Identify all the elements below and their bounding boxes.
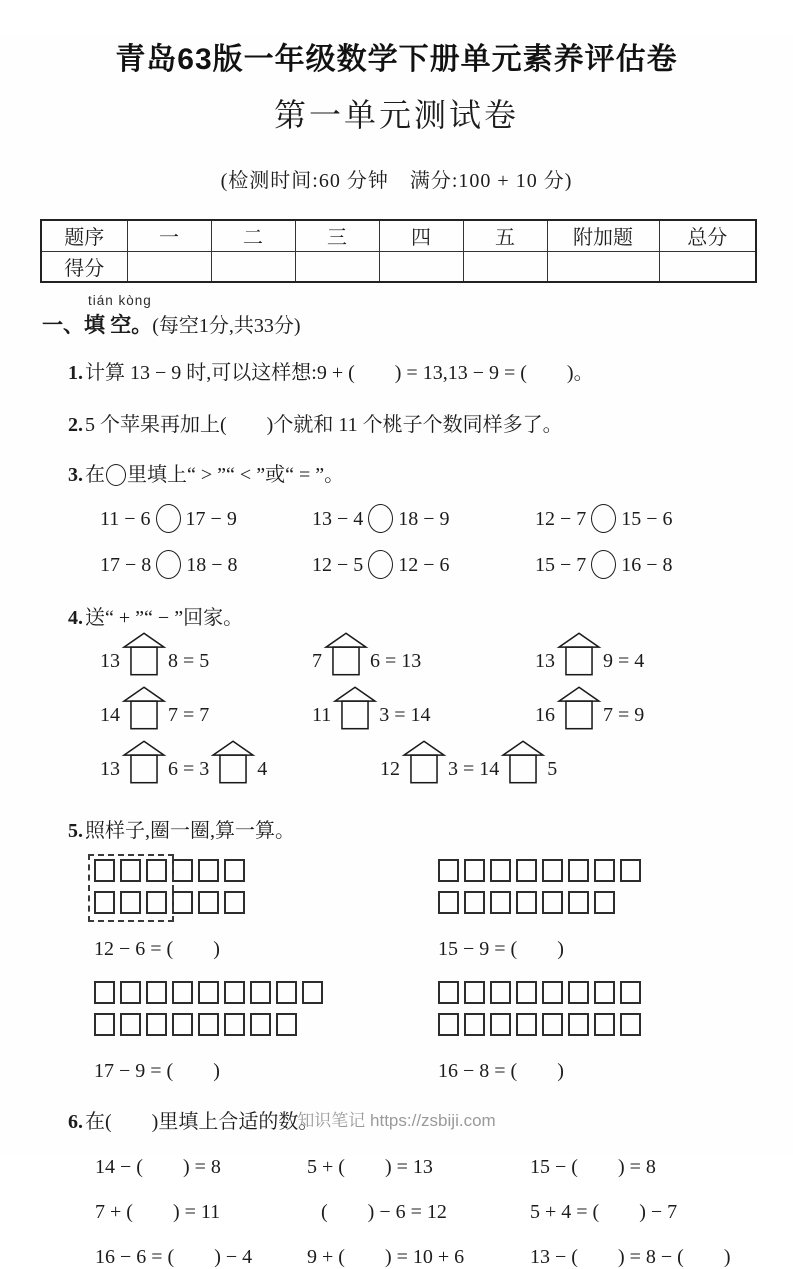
question-3-intro-post: 里填上“ > ”“ < ”或“ = ”。	[127, 464, 345, 486]
fill-equation: 15 − ( ) = 8	[530, 1156, 656, 1178]
counting-equation: 17 − 9 = ( )	[94, 1060, 220, 1082]
counting-square	[620, 981, 641, 1004]
comparison-left: 12 − 7	[535, 508, 587, 530]
counting-square	[276, 981, 297, 1004]
house-equation	[100, 638, 312, 684]
house-eq-part: 4	[257, 757, 268, 780]
house-eq-right: 3 = 14	[379, 703, 431, 726]
counting-square	[620, 859, 641, 882]
fill-equation: 9 + ( ) = 10 + 6	[307, 1246, 465, 1268]
counting-square	[94, 859, 115, 882]
comparison-item	[535, 504, 793, 533]
counting-square	[250, 1013, 271, 1036]
comparison-item	[100, 550, 312, 579]
counting-square	[120, 1013, 141, 1036]
comparison-right: 18 − 9	[398, 508, 450, 530]
counting-square	[542, 981, 563, 1004]
counting-square	[224, 981, 245, 1004]
house-shape	[122, 739, 166, 785]
house-eq-part: 6 = 3	[168, 757, 210, 780]
counting-square	[516, 859, 537, 882]
comparison-left: 11 − 6	[100, 508, 151, 530]
house-eq-part: 12	[380, 757, 400, 780]
question-1	[68, 356, 793, 385]
counting-square	[568, 1013, 589, 1036]
counting-square	[120, 891, 141, 914]
comparison-circle	[591, 504, 616, 533]
counting-square	[198, 859, 219, 882]
question-1-text: 计算 13 − 9 时,可以这样想:9 + ( ) = 13,13 − 9 = ( )。	[85, 362, 594, 384]
watermark-footer: 知识笔记 https://zsbiji.com	[297, 1111, 496, 1130]
counting-equation: 16 − 8 = ( )	[438, 1060, 564, 1082]
counting-square	[94, 981, 115, 1004]
house-equation	[312, 638, 535, 684]
comparison-right: 18 − 8	[186, 554, 238, 576]
counting-square	[198, 981, 219, 1004]
house-equation	[535, 638, 793, 684]
section-word: 填 空	[84, 313, 132, 337]
house-equation	[312, 692, 535, 738]
question-6-row-3	[95, 1240, 793, 1269]
score-row-label: 得分	[41, 251, 127, 282]
comparison-right: 15 − 6	[621, 508, 673, 530]
counting-square	[94, 1013, 115, 1036]
score-table-score-row	[41, 251, 756, 282]
counting-square	[94, 891, 115, 914]
score-cell-empty	[463, 251, 547, 282]
house-eq-part: 3 = 14	[448, 757, 500, 780]
fill-equation: 16 − 6 = ( ) − 4	[95, 1246, 253, 1268]
counting-square	[542, 1013, 563, 1036]
counting-square	[146, 981, 167, 1004]
score-header-cell: 一	[127, 220, 211, 251]
house-shape	[122, 631, 166, 677]
counting-square	[542, 891, 563, 914]
counting-square	[198, 1013, 219, 1036]
question-6-row-2	[95, 1195, 793, 1224]
counting-square	[224, 859, 245, 882]
question-1-number: 1.	[68, 362, 83, 384]
counting-square	[224, 891, 245, 914]
counting-equation: 15 − 9 = ( )	[438, 938, 564, 960]
square-row	[438, 891, 793, 918]
score-header-cell: 四	[379, 220, 463, 251]
score-header-cell: 总分	[659, 220, 756, 251]
counting-square	[302, 981, 323, 1004]
counting-square	[594, 859, 615, 882]
counting-group	[432, 859, 793, 961]
house-eq-right: 9 = 4	[603, 649, 645, 672]
question-6-row-1	[95, 1150, 793, 1179]
square-row	[438, 981, 793, 1008]
counting-square	[490, 981, 511, 1004]
comparison-circle	[368, 504, 393, 533]
house-shape	[557, 685, 601, 731]
counting-square	[146, 891, 167, 914]
question-5-intro	[68, 814, 793, 843]
house-shape	[324, 631, 368, 677]
square-row	[94, 1013, 432, 1040]
counting-square	[568, 891, 589, 914]
house-eq-right: 6 = 13	[370, 649, 422, 672]
counting-square	[568, 981, 589, 1004]
counting-square	[224, 1013, 245, 1036]
counting-group	[432, 981, 793, 1083]
fill-equation: 5 + ( ) = 13	[307, 1156, 433, 1178]
section-number: 一、	[42, 313, 84, 337]
counting-square	[146, 1013, 167, 1036]
comparison-left: 17 − 8	[100, 554, 152, 576]
question-2-number: 2.	[68, 414, 83, 436]
comparison-right: 12 − 6	[398, 554, 450, 576]
counting-square	[516, 981, 537, 1004]
question-6-intro-text: 在( )里填上合适的数。	[85, 1111, 319, 1133]
section-one-heading	[42, 293, 793, 339]
house-eq-right: 8 = 5	[168, 649, 210, 672]
house-eq-part: 13	[100, 757, 120, 780]
score-header-cell: 五	[463, 220, 547, 251]
fill-equation: 5 + 4 = ( ) − 7	[530, 1201, 678, 1223]
question-3-intro	[68, 458, 793, 487]
counting-square	[172, 981, 193, 1004]
counting-square	[594, 1013, 615, 1036]
house-equation-double	[100, 746, 380, 792]
score-header-cell: 二	[211, 220, 295, 251]
counting-square	[542, 859, 563, 882]
comparison-right: 16 − 8	[621, 554, 673, 576]
comparison-item	[312, 550, 535, 579]
question-4-row-1	[100, 638, 793, 684]
question-3-number: 3.	[68, 464, 83, 486]
comparison-circle	[156, 504, 181, 533]
house-eq-left: 11	[312, 703, 332, 726]
house-shape	[557, 631, 601, 677]
question-4-intro-text: 送“ + ”“ − ”回家。	[85, 607, 244, 629]
question-4-row-3	[100, 746, 793, 792]
question-4-row-2	[100, 692, 793, 738]
house-eq-left: 16	[535, 703, 555, 726]
counting-square	[568, 859, 589, 882]
counting-equation: 12 − 6 = ( )	[94, 938, 220, 960]
counting-group	[88, 859, 432, 961]
score-cell-empty	[127, 251, 211, 282]
counting-square	[438, 891, 459, 914]
question-2-text: 5 个苹果再加上( )个就和 11 个桃子个数同样多了。	[85, 414, 563, 436]
circle-blank-icon	[106, 464, 126, 486]
counting-square	[120, 859, 141, 882]
question-5-pair-1	[88, 859, 793, 961]
square-row	[438, 859, 793, 886]
question-3-intro-pre: 在	[85, 464, 105, 486]
house-shape	[122, 685, 166, 731]
counting-square	[620, 1013, 641, 1036]
score-table	[40, 219, 757, 283]
section-word-wrap	[84, 293, 152, 339]
house-equation	[100, 692, 312, 738]
question-2	[68, 408, 793, 437]
counting-square	[516, 891, 537, 914]
counting-square	[438, 1013, 459, 1036]
fill-equation: 14 − ( ) = 8	[95, 1156, 221, 1178]
comparison-left: 13 − 4	[312, 508, 364, 530]
counting-square	[464, 981, 485, 1004]
house-eq-right: 7 = 7	[168, 703, 210, 726]
score-header-cell: 三	[295, 220, 379, 251]
counting-square	[438, 859, 459, 882]
house-eq-left: 13	[100, 649, 120, 672]
counting-square	[120, 981, 141, 1004]
counting-square	[464, 1013, 485, 1036]
counting-square	[594, 981, 615, 1004]
page-title: 青岛63版一年级数学下册单元素养评估卷	[115, 43, 678, 76]
score-cell-empty	[295, 251, 379, 282]
score-cell-empty	[659, 251, 756, 282]
house-eq-right: 7 = 9	[603, 703, 645, 726]
counting-square	[464, 891, 485, 914]
counting-square	[516, 1013, 537, 1036]
comparison-left: 15 − 7	[535, 554, 587, 576]
counting-square	[250, 981, 271, 1004]
house-eq-part: 5	[547, 757, 558, 780]
square-row	[94, 891, 432, 918]
house-eq-left: 7	[312, 649, 322, 672]
counting-square	[490, 891, 511, 914]
comparison-circle	[156, 550, 181, 579]
house-shape	[501, 739, 545, 785]
score-header-cell: 题序	[41, 220, 127, 251]
score-cell-empty	[211, 251, 295, 282]
counting-square	[594, 891, 615, 914]
exam-info: (检测时间:60 分钟 满分:100 + 10 分)	[220, 170, 573, 192]
fill-equation: ( ) − 6 = 12	[321, 1201, 447, 1223]
question-6-number: 6.	[68, 1111, 83, 1133]
comparison-item	[312, 504, 535, 533]
comparison-right: 17 − 9	[185, 508, 237, 530]
section-word-period: 。	[131, 313, 153, 337]
question-3-row-1	[100, 504, 793, 533]
question-5-number: 5.	[68, 820, 83, 842]
comparison-circle	[591, 550, 616, 579]
counting-square	[172, 891, 193, 914]
comparison-left: 12 − 5	[312, 554, 364, 576]
house-equation-double	[380, 746, 557, 792]
house-eq-left: 14	[100, 703, 120, 726]
counting-group	[88, 981, 432, 1083]
counting-square	[198, 891, 219, 914]
counting-square	[276, 1013, 297, 1036]
comparison-item	[100, 504, 312, 533]
fill-equation: 13 − ( ) = 8 − ( )	[530, 1246, 731, 1268]
counting-square	[490, 859, 511, 882]
comparison-item	[535, 550, 793, 579]
square-row	[94, 981, 432, 1008]
square-row	[94, 859, 432, 886]
section-note: (每空1分,共33分)	[152, 315, 301, 337]
counting-square	[172, 1013, 193, 1036]
question-5-intro-text: 照样子,圈一圈,算一算。	[85, 820, 295, 842]
question-4-intro	[68, 601, 793, 630]
house-shape	[402, 739, 446, 785]
fill-equation: 7 + ( ) = 11	[95, 1201, 221, 1223]
counting-square	[438, 981, 459, 1004]
house-shape	[211, 739, 255, 785]
score-header-cell: 附加题	[547, 220, 659, 251]
question-3-row-2	[100, 550, 793, 579]
score-cell-empty	[379, 251, 463, 282]
house-equation	[535, 692, 793, 738]
worksheet-page	[0, 34, 793, 1268]
counting-square	[490, 1013, 511, 1036]
question-4-number: 4.	[68, 607, 83, 629]
counting-square	[172, 859, 193, 882]
house-eq-left: 13	[535, 649, 555, 672]
counting-square	[464, 859, 485, 882]
question-5-pair-2	[88, 981, 793, 1083]
square-row	[438, 1013, 793, 1040]
comparison-circle	[368, 550, 393, 579]
score-table-header-row	[41, 220, 756, 251]
exam-subtitle: 第一单元测试卷	[273, 97, 519, 133]
pinyin-annotation: tián kòng	[88, 293, 152, 308]
score-cell-empty	[547, 251, 659, 282]
counting-square	[146, 859, 167, 882]
house-shape	[333, 685, 377, 731]
